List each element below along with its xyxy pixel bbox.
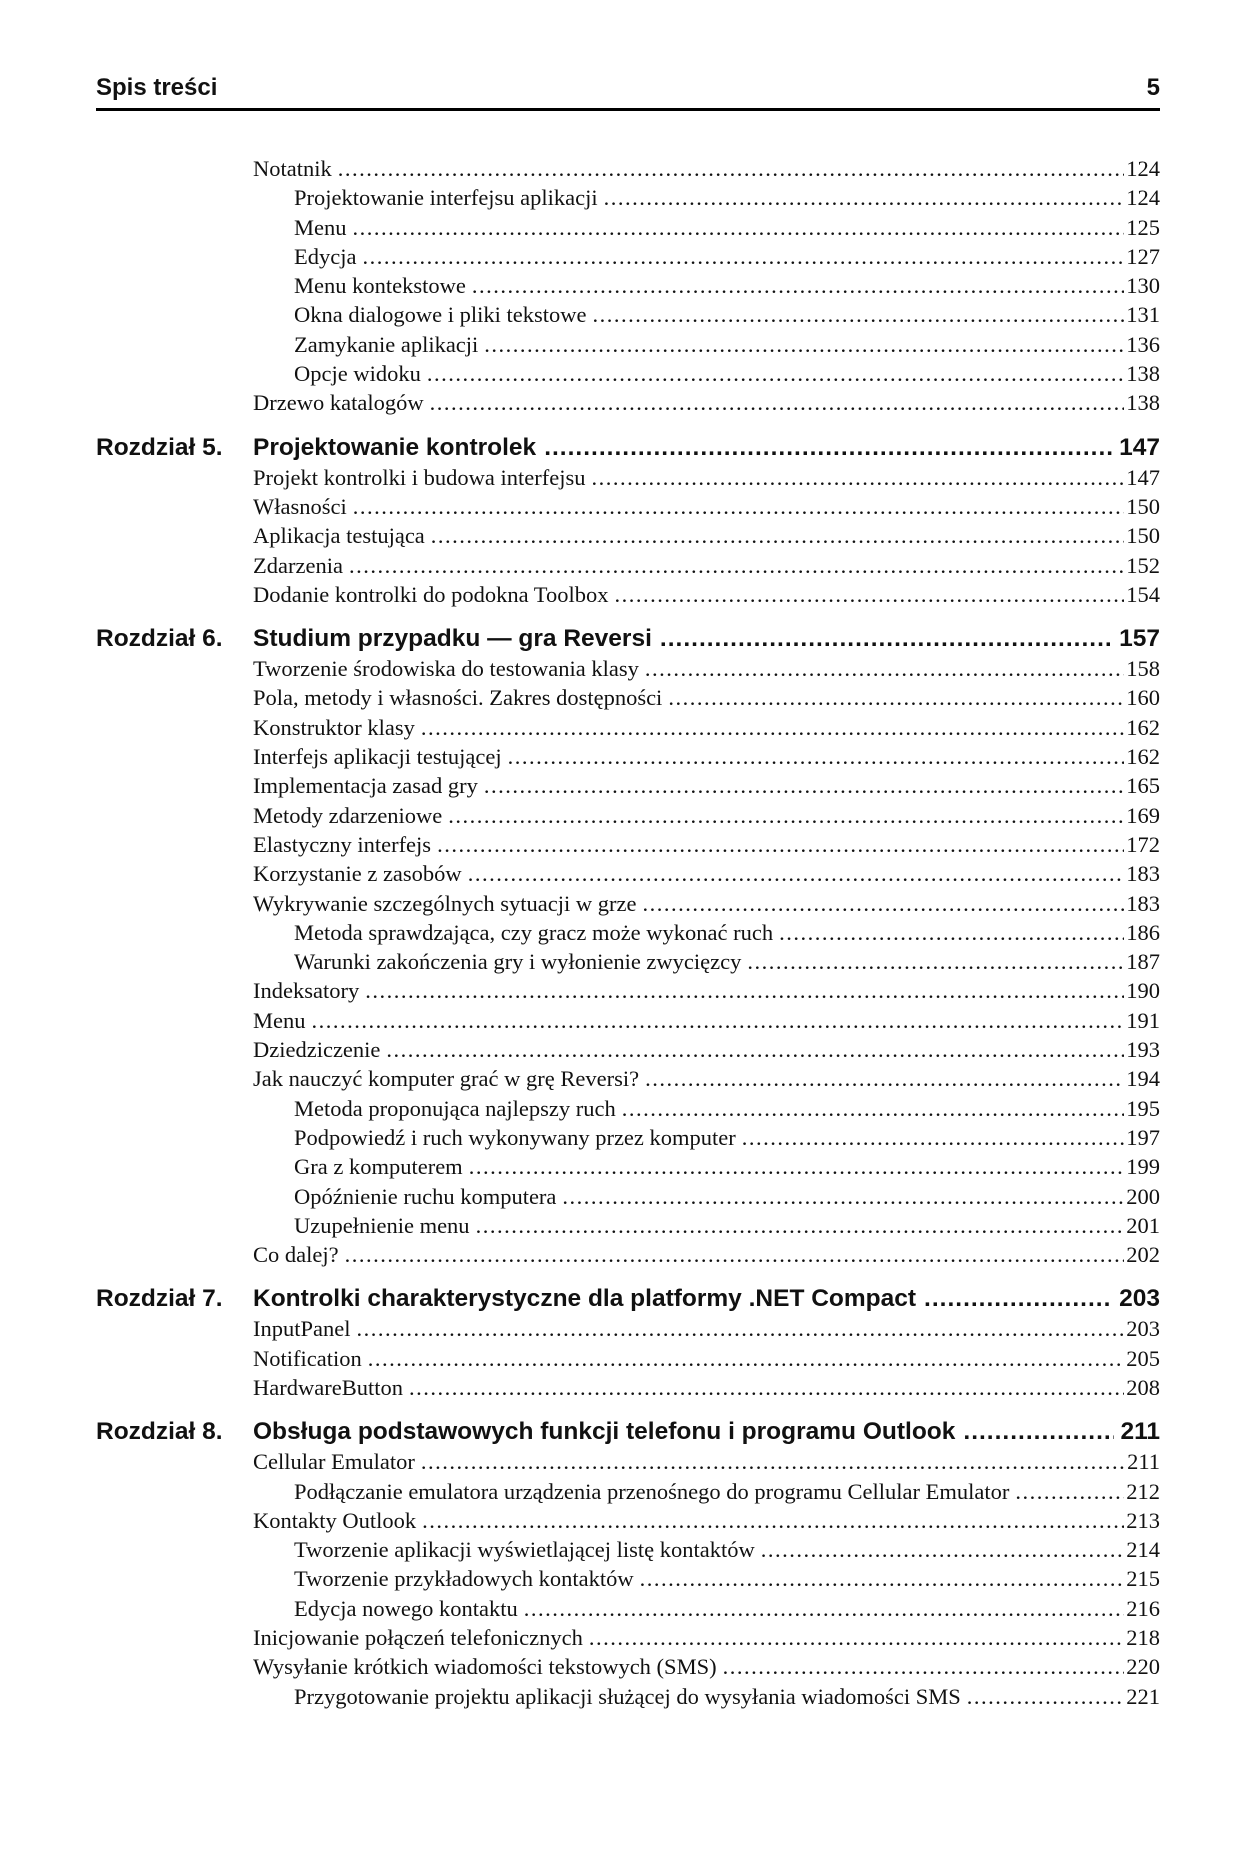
toc-entry [253,1373,1160,1402]
entry-title: Notification [253,1345,362,1371]
page-reference: 191 [1126,1007,1160,1033]
toc-subentry [294,1152,1160,1181]
entry-title: Wysyłanie krótkich wiadomości tekstowych (SMS) [253,1654,717,1680]
dot-leader [448,801,1124,830]
dot-leader [484,771,1124,800]
chapter-number: Rozdział 8. [96,1418,223,1446]
toc-entry [253,976,1160,1005]
entry-title: Gra z komputerem [294,1154,463,1180]
toc-entry [253,388,1160,417]
dot-leader [431,521,1124,550]
running-header-title: Spis treści [96,74,218,101]
toc-entry [253,742,1160,771]
toc-entry [253,801,1160,830]
dot-leader [643,889,1125,918]
page-reference: 124 [1126,185,1160,211]
toc-entry [253,683,1160,712]
page-reference: 136 [1126,331,1160,357]
entry-title: Implementacja zasad gry [253,773,478,799]
toc-subentry [294,1211,1160,1240]
toc-chapter-heading [96,1416,1160,1447]
toc-entry [253,580,1160,609]
chapter-title: Studium przypadku — gra Reversi [253,625,652,653]
toc-chapter-heading [96,432,1160,463]
dot-leader [409,1373,1124,1402]
entry-title: Warunki zakończenia gry i wyłonienie zwycięzcy [294,949,742,975]
dot-leader [614,580,1124,609]
page-reference: 208 [1126,1374,1160,1400]
chapter-title: Projektowanie kontrolek [253,433,537,461]
entry-title: Notatnik [253,156,332,181]
page-reference: 147 [1126,464,1160,490]
dot-leader [468,859,1125,888]
page-reference: 138 [1126,390,1160,416]
entry-title: Pola, metody i własności. Zakres dostępności [253,685,663,711]
dot-leader [430,388,1125,417]
toc-entry [253,654,1160,683]
page-reference: 162 [1126,714,1160,740]
page-reference: 162 [1126,744,1160,770]
page-reference: 211 [1127,1449,1160,1475]
page-reference: 183 [1126,861,1160,887]
entry-title: Zdarzenia [253,552,343,578]
entry-title: Menu kontekstowe [294,273,466,299]
toc-subentry [294,242,1160,271]
page-reference: 172 [1126,831,1160,857]
toc-entry [253,713,1160,742]
page-reference: 150 [1126,523,1160,549]
toc-entry [253,154,1160,183]
dot-leader [779,918,1124,947]
dot-leader [476,1211,1125,1240]
entry-title: Tworzenie aplikacji wyświetlającej listę kontaktów [294,1537,755,1563]
entry-title: Tworzenie środowiska do testowania klasy [253,656,639,682]
entry-title: Uzupełnienie menu [294,1212,470,1238]
dot-leader [365,976,1124,1005]
entry-title: Korzystanie z zasobów [253,861,462,887]
dot-leader [353,492,1125,521]
dot-leader [421,713,1124,742]
page-reference: 165 [1126,773,1160,799]
dot-leader [1015,1477,1124,1506]
dot-leader [747,947,1124,976]
toc-subentry [294,947,1160,976]
entry-title: Projekt kontrolki i budowa interfejsu [253,464,586,490]
toc-entry [253,1623,1160,1652]
entry-title: Drzewo katalogów [253,390,424,416]
dot-leader [368,1344,1125,1373]
toc-subentry [294,183,1160,212]
dot-leader [421,1447,1125,1476]
page-reference: 212 [1126,1478,1160,1504]
entry-title: Podpowiedź i ruch wykonywany przez komputer [294,1124,736,1150]
toc-entry [253,1652,1160,1681]
toc-entry [253,859,1160,888]
entry-title: Metody zdarzeniowe [253,802,443,828]
page-reference: 200 [1126,1183,1160,1209]
dot-leader [362,242,1124,271]
page-reference: 131 [1126,302,1160,328]
entry-title: Konstruktor klasy [253,714,415,740]
running-header [96,70,1160,111]
dot-leader [742,1123,1124,1152]
page-reference: 187 [1126,949,1160,975]
chapter-number: Rozdział 6. [96,625,223,653]
dot-leader [967,1682,1125,1711]
entry-title: Cellular Emulator [253,1449,415,1475]
entry-title: Co dalej? [253,1242,339,1268]
toc-chapter-heading [96,623,1160,654]
dot-leader [386,1035,1124,1064]
toc-entry [253,1447,1160,1476]
toc-subentry [294,1594,1160,1623]
page-reference: 203 [1126,1316,1160,1342]
entry-title: Kontakty Outlook [253,1507,417,1533]
entry-title: Tworzenie przykładowych kontaktów [294,1566,634,1592]
dot-leader [668,683,1124,712]
entry-title: Projektowanie interfejsu aplikacji [294,185,598,211]
page-reference: 211 [1120,1418,1160,1446]
page-reference: 195 [1126,1095,1160,1121]
page-reference: 130 [1126,273,1160,299]
entry-title: Dziedziczenie [253,1037,381,1063]
entry-title: Aplikacja testująca [253,523,425,549]
toc-subentry [294,1535,1160,1564]
toc-subentry [294,1094,1160,1123]
page-number: 5 [1146,74,1160,101]
page-reference: 203 [1119,1285,1160,1313]
dot-leader [591,463,1124,492]
dot-leader [723,1652,1125,1681]
page-reference: 205 [1126,1345,1160,1371]
page-reference: 158 [1126,656,1160,682]
page-reference: 193 [1126,1037,1160,1063]
toc-subentry [294,1123,1160,1152]
page-reference: 216 [1126,1595,1160,1621]
toc-subentry [294,1682,1160,1711]
toc-subentry [294,330,1160,359]
toc-entry [253,889,1160,918]
page-reference: 214 [1126,1537,1160,1563]
toc-entry [253,1064,1160,1093]
dot-leader [645,654,1124,683]
entry-title: Własności [253,493,347,519]
entry-title: InputPanel [253,1316,351,1342]
page-reference: 138 [1126,361,1160,387]
dot-leader [524,1594,1125,1623]
toc-chapter-heading [96,1283,1160,1314]
dot-leader [427,359,1124,388]
entry-title: Jak nauczyć komputer grać w grę Reversi? [253,1066,640,1092]
toc-entry [253,771,1160,800]
entry-title: Metoda sprawdzająca, czy gracz może wykonać ruch [294,919,774,945]
toc-entry [253,463,1160,492]
dot-leader [508,742,1125,771]
entry-title: Opóźnienie ruchu komputera [294,1183,557,1209]
entry-title: Wykrywanie szczególnych sytuacji w grze [253,890,637,916]
chapter-number: Rozdział 7. [96,1285,223,1313]
entry-title: Interfejs aplikacji testującej [253,744,502,770]
toc-entry [253,1006,1160,1035]
dot-leader [622,1094,1124,1123]
page-reference: 147 [1119,433,1160,461]
page-reference: 154 [1126,581,1160,607]
dot-leader [469,1152,1125,1181]
dot-leader [604,183,1125,212]
toc-entry [253,1506,1160,1535]
page-reference: 183 [1126,890,1160,916]
toc-subentry [294,918,1160,947]
toc-subentry [294,271,1160,300]
page-reference: 199 [1126,1154,1160,1180]
dot-leader [422,1506,1124,1535]
page-reference: 190 [1126,978,1160,1004]
page-reference: 169 [1126,802,1160,828]
page-reference: 215 [1126,1566,1160,1592]
page-reference: 218 [1126,1625,1160,1651]
entry-title: Podłączanie emulatora urządzenia przenośnego do programu Cellular Emulator [294,1478,1010,1504]
dot-leader [640,1564,1125,1593]
page-reference: 221 [1126,1683,1160,1709]
toc-entry [253,1344,1160,1373]
entry-title: HardwareButton [253,1374,403,1400]
toc-entry [253,492,1160,521]
dot-leader [356,1314,1124,1343]
dot-leader [484,330,1124,359]
page-reference: 157 [1119,625,1160,653]
dot-leader [645,1064,1124,1093]
toc-subentry [294,359,1160,388]
page-reference: 160 [1126,685,1160,711]
entry-title: Dodanie kontrolki do podokna Toolbox [253,581,609,607]
entry-title: Przygotowanie projektu aplikacji służącej do wysyłania wiadomości SMS [294,1683,961,1709]
entry-title: Opcje widoku [294,361,421,387]
toc-subentry [294,1564,1160,1593]
dot-leader [353,213,1125,242]
toc-entry [253,830,1160,859]
dot-leader [924,1283,1113,1314]
toc-entry [253,1035,1160,1064]
dot-leader [963,1416,1114,1447]
toc-entry [253,1314,1160,1343]
dot-leader [472,271,1124,300]
dot-leader [592,300,1124,329]
page-reference: 202 [1126,1242,1160,1268]
chapter-number: Rozdział 5. [96,433,223,461]
entry-title: Edycja [294,243,357,269]
entry-title: Menu [253,1007,306,1033]
dot-leader [761,1535,1124,1564]
chapter-title: Kontrolki charakterystyczne dla platformy .NET Compact [253,1285,917,1313]
toc-entry [253,551,1160,580]
page-reference: 125 [1126,214,1160,240]
page-reference: 197 [1126,1124,1160,1150]
entry-title: Zamykanie aplikacji [294,331,479,357]
page-reference: 201 [1126,1212,1160,1238]
page-reference: 150 [1126,493,1160,519]
dot-leader [345,1240,1125,1269]
table-of-contents [96,154,1160,1711]
page-reference: 220 [1126,1654,1160,1680]
dot-leader [544,432,1113,463]
chapter-title: Obsługa podstawowych funkcji telefonu i programu Outlook [253,1418,956,1446]
entry-title: Elastyczny interfejs [253,831,432,857]
toc-subentry [294,1182,1160,1211]
entry-title: Okna dialogowe i pliki tekstowe [294,302,587,328]
entry-title: Edycja nowego kontaktu [294,1595,518,1621]
dot-leader [349,551,1124,580]
dot-leader [660,623,1113,654]
toc-subentry [294,213,1160,242]
page-reference: 194 [1126,1066,1160,1092]
dot-leader [312,1006,1125,1035]
toc-subentry [294,1477,1160,1506]
toc-entry [253,521,1160,550]
dot-leader [562,1182,1124,1211]
page-reference: 213 [1126,1507,1160,1533]
dot-leader [437,830,1124,859]
dot-leader [338,154,1125,183]
page-reference: 124 [1126,156,1160,181]
toc-entry [253,1240,1160,1269]
page-reference: 186 [1126,919,1160,945]
entry-title: Metoda proponująca najlepszy ruch [294,1095,616,1121]
page-reference: 127 [1126,243,1160,269]
toc-subentry [294,300,1160,329]
entry-title: Indeksatory [253,978,360,1004]
entry-title: Inicjowanie połączeń telefonicznych [253,1625,583,1651]
entry-title: Menu [294,214,347,240]
page-reference: 152 [1126,552,1160,578]
dot-leader [589,1623,1124,1652]
